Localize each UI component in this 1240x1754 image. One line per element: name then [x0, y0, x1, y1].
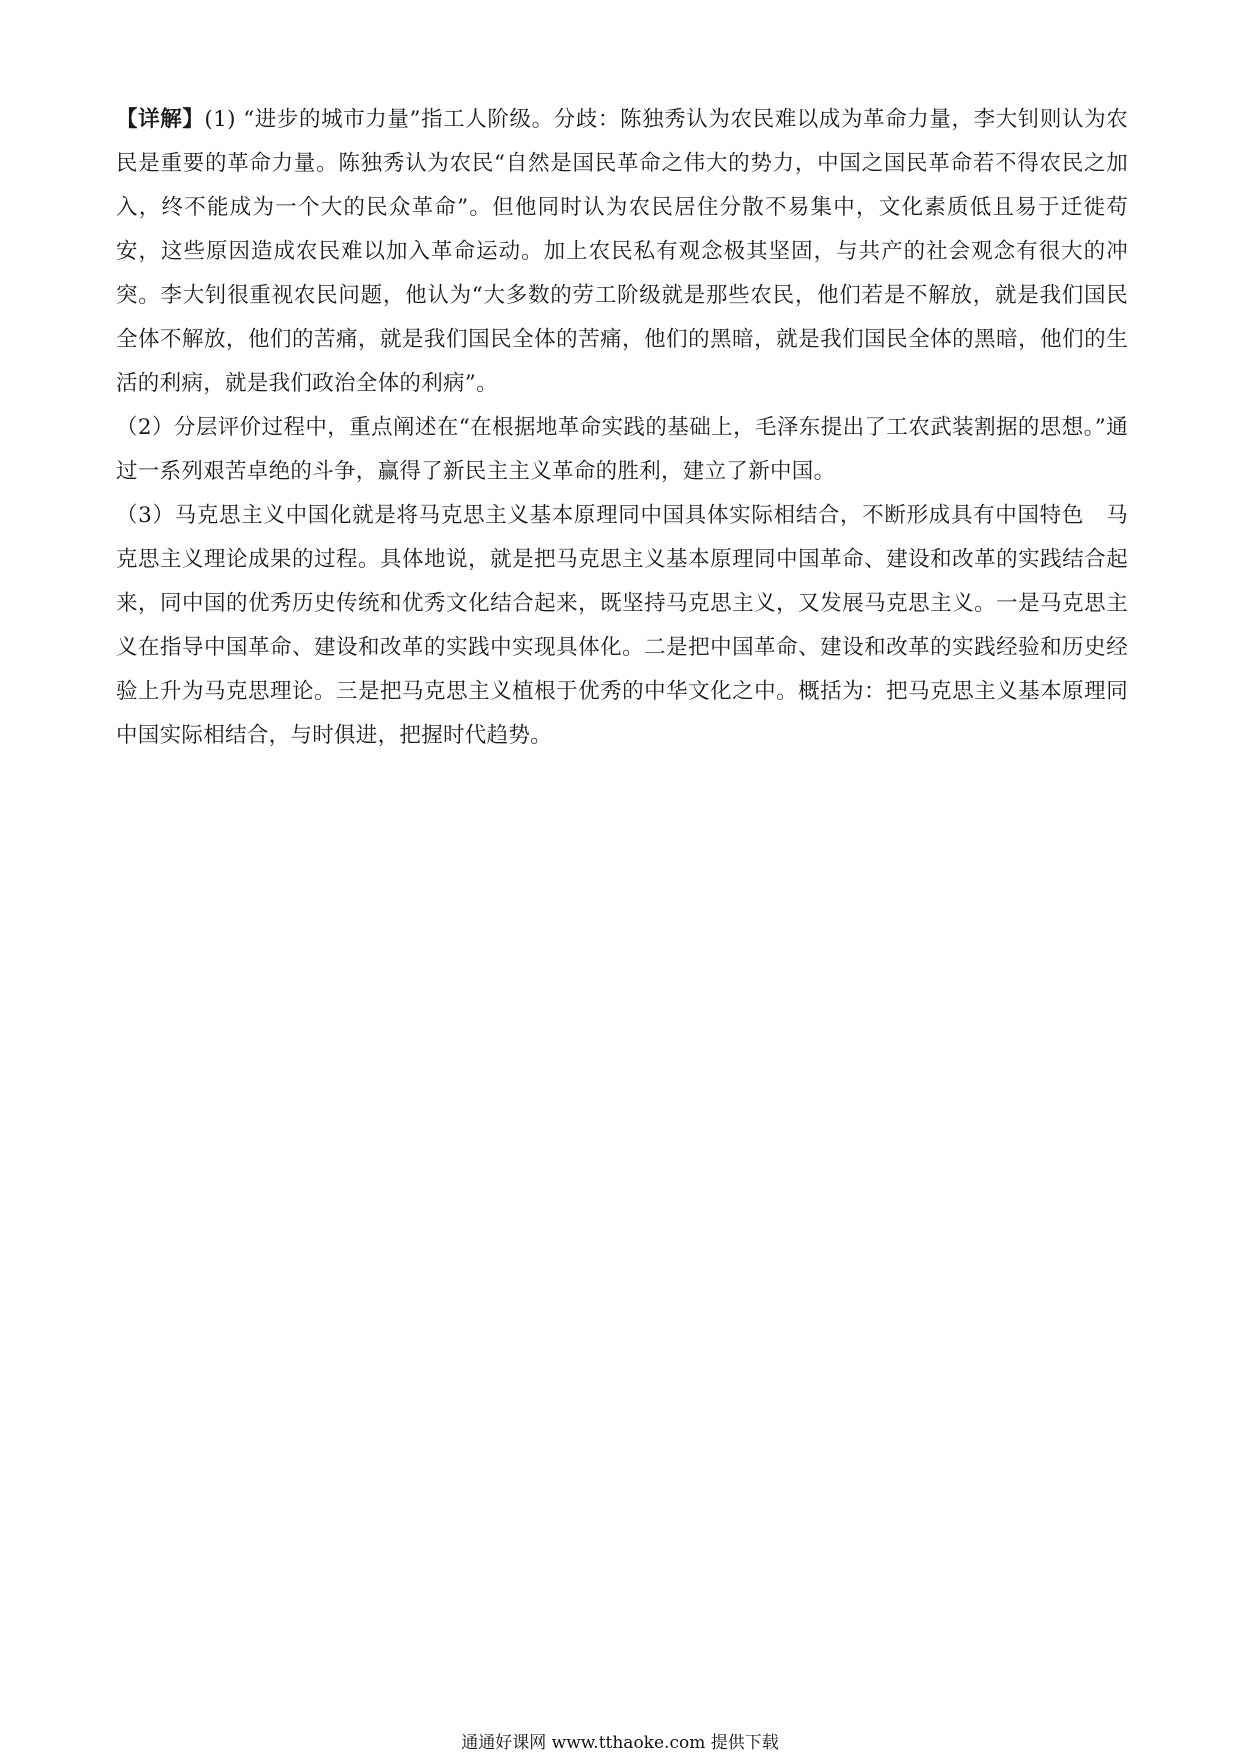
answer-paragraph-1: [116, 98, 1128, 406]
page-footer: 通通好课网 www.tthaoke.com 提供下载: [461, 1733, 779, 1753]
answer-paragraph-3: （3）马克思主义中国化就是将马克思主义基本原理同中国具体实际相结合，不断形成具有中国特色 马克思主义理论成果的过程。具体地说，就是把马克思主义基本原理同中国革命、建设和改革的实践结合起来，同中国的优秀历史传统和优秀文化结合起来，既坚持马克思主义，又发展马克思主义。一是马克思主义在指导中国革命、建设和改革的实践中实现具体化。二是把中国革命、建设和改革的实践经验和历史经验上升为马克思理论。三是把马克思主义植根于优秀的中华文化之中。概括为：把马克思主义基本原理同中国实际相结合，与时俱进，把握时代趋势。: [116, 503, 1128, 748]
answer-heading: 【详解】: [116, 107, 205, 132]
answer-paragraph-1-text: (1) “进步的城市力量”指工人阶级。分歧：陈独秀认为农民难以成为革命力量，李大钊则认为农民是重要的革命力量。陈独秀认为农民“自然是国民革命之伟大的势力，中国之国民革命若不得农民之加入，终不能成为一个大的民众革命”。但他同时认为农民居住分散不易集中，文化素质低且易于迁徙苟安，这些原因造成农民难以加入革命运动。加上农民私有观念极其坚固，与共产的社会观念有很大的冲突。李大钊很重视农民问题，他认为“大多数的劳工阶级就是那些农民，他们若是不解放，就是我们国民全体不解放，他们的苦痛，就是我们国民全体的苦痛，他们的黑暗，就是我们国民全体的黑暗，他们的生活的利病，就是我们政治全体的利病”。: [116, 107, 1128, 396]
answer-paragraph-2: （2）分层评价过程中，重点阐述在“在根据地革命实践的基础上，毛泽东提出了工农武装割据的思想。”通过一系列艰苦卓绝的斗争，赢得了新民主主义革命的胜利，建立了新中国。: [116, 415, 1128, 484]
answer-section: [116, 98, 1128, 758]
